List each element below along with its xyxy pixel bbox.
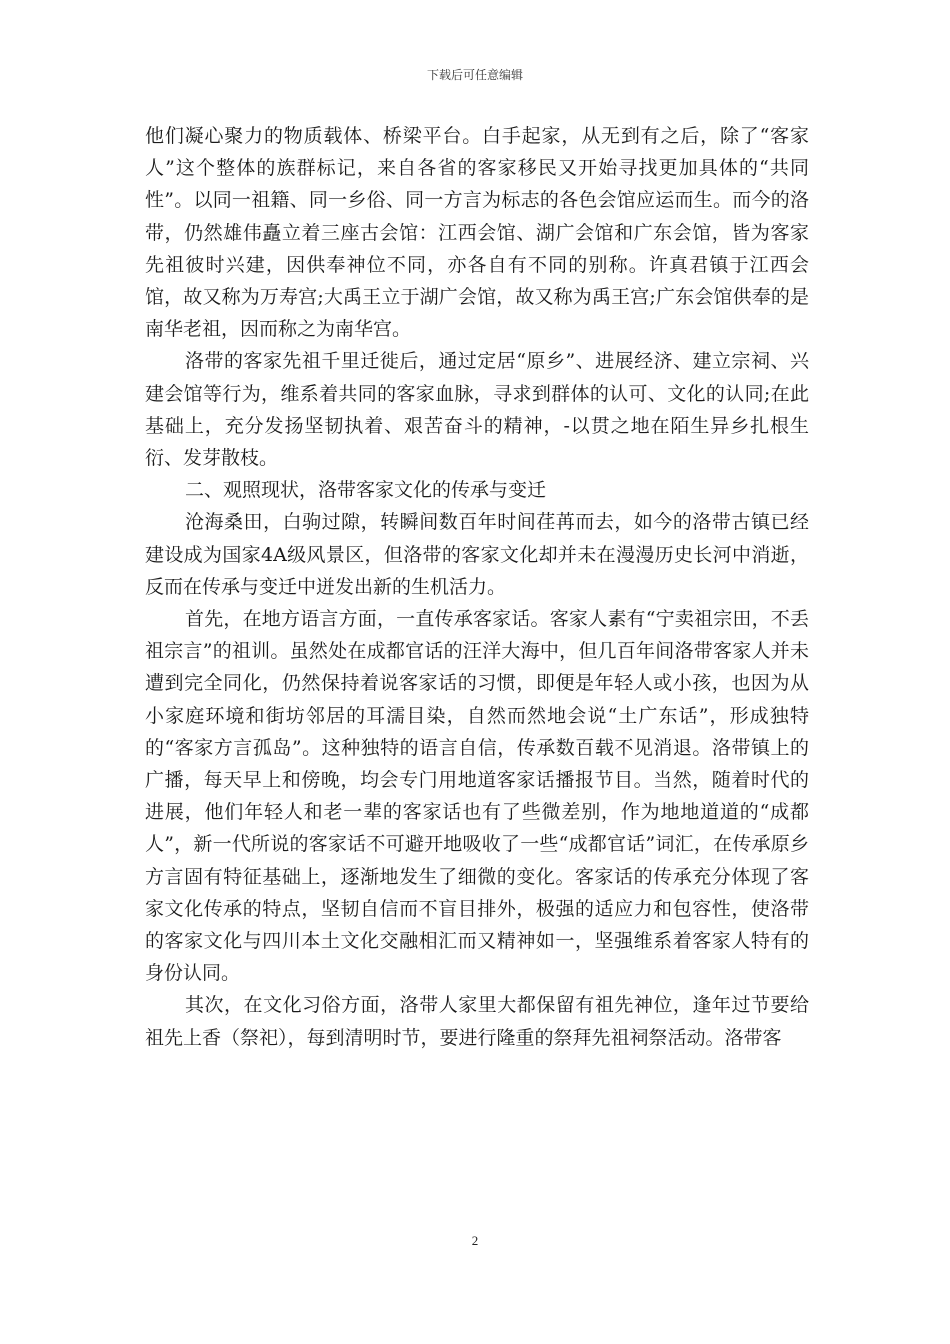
document-body bbox=[145, 120, 809, 1054]
paragraph-ancestors-migration: 洛带的客家先祖千里迁徙后，通过定居“原乡”、进展经济、建立宗祠、兴建会馆等行为，维系着共同的客家血脉，寻求到群体的认可、文化的认同;在此基础上，充分发扬坚韧执着、艰苦奋斗的精神，-以贯之地在陌生异乡扎根生衍、发芽散枝。 bbox=[145, 350, 809, 470]
paragraph-customs: 其次，在文化习俗方面，洛带人家里大都保留有祖先神位，逢年过节要给祖先上香（祭祀），每到清明时节，要进行隆重的祭拜先祖祠祭活动。洛带客 bbox=[145, 994, 809, 1049]
paragraph-guild-halls: 他们凝心聚力的物质载体、桥梁平台。白手起家，从无到有之后，除了“客家人”这个整体的族群标记，来自各省的客家移民又开始寻找更加具体的“共同性”。以同一祖籍、同一乡俗、同一方言为标志的各色会馆应运而生。而今的洛带，仍然雄伟矗立着三座古会馆：江西会馆、湖广会馆和广东会馆，皆为客家先祖彼时兴建，因供奉神位不同，亦各自有不同的别称。许真君镇于江西会馆，故又称为万寿宫;大禹王立于湖广会馆，故又称为禹王宫;广东会馆供奉的是南华老祖，因而称之为南华宫。 bbox=[145, 125, 809, 341]
page-number: 2 bbox=[471, 1233, 479, 1248]
paragraph-language: 首先，在地方语言方面，一直传承客家话。客家人素有“宁卖祖宗田，不丢祖宗言”的祖训。虽然处在成都官话的汪洋大海中，但几百年间洛带客家人并未遭到完全同化，仍然保持着说客家话的习惯，即便是年轻人或小孩，也因为从小家庭环境和街坊邻居的耳濡目染，自然而然地会说“土广东话”，形成独特的“客家方言孤岛”。这种独特的语言自信，传承数百载不见消退。洛带镇上的广播，每天早上和傍晚，均会专门用地道客家话播报节目。当然，随着时代的进展，他们年轻人和老一辈的客家话也有了些微差别，作为地地道道的“成都人”，新一代所说的客家话不可避开地吸收了一些“成都官话”词汇，在传承原乡方言固有特征基础上，逐渐地发生了细微的变化。客家话的传承充分体现了客家文化传承的特点，坚韧自信而不盲目排外，极强的适应力和包容性，使洛带的客家文化与四川本土文化交融相汇而又精神如一，坚强维系着客家人特有的身份认同。 bbox=[145, 608, 809, 985]
page-header: 下载后可任意编辑 bbox=[426, 68, 523, 82]
paragraph-current-status: 沧海桑田，白驹过隙，转瞬间数百年时间荏苒而去，如今的洛带古镇已经建设成为国家4A级风景区，但洛带的客家文化却并未在漫漫历史长河中消逝，反而在传承与变迁中迸发出新的生机活力。 bbox=[145, 511, 809, 598]
section-heading: 二、观照现状，洛带客家文化的传承与变迁 bbox=[185, 479, 547, 502]
